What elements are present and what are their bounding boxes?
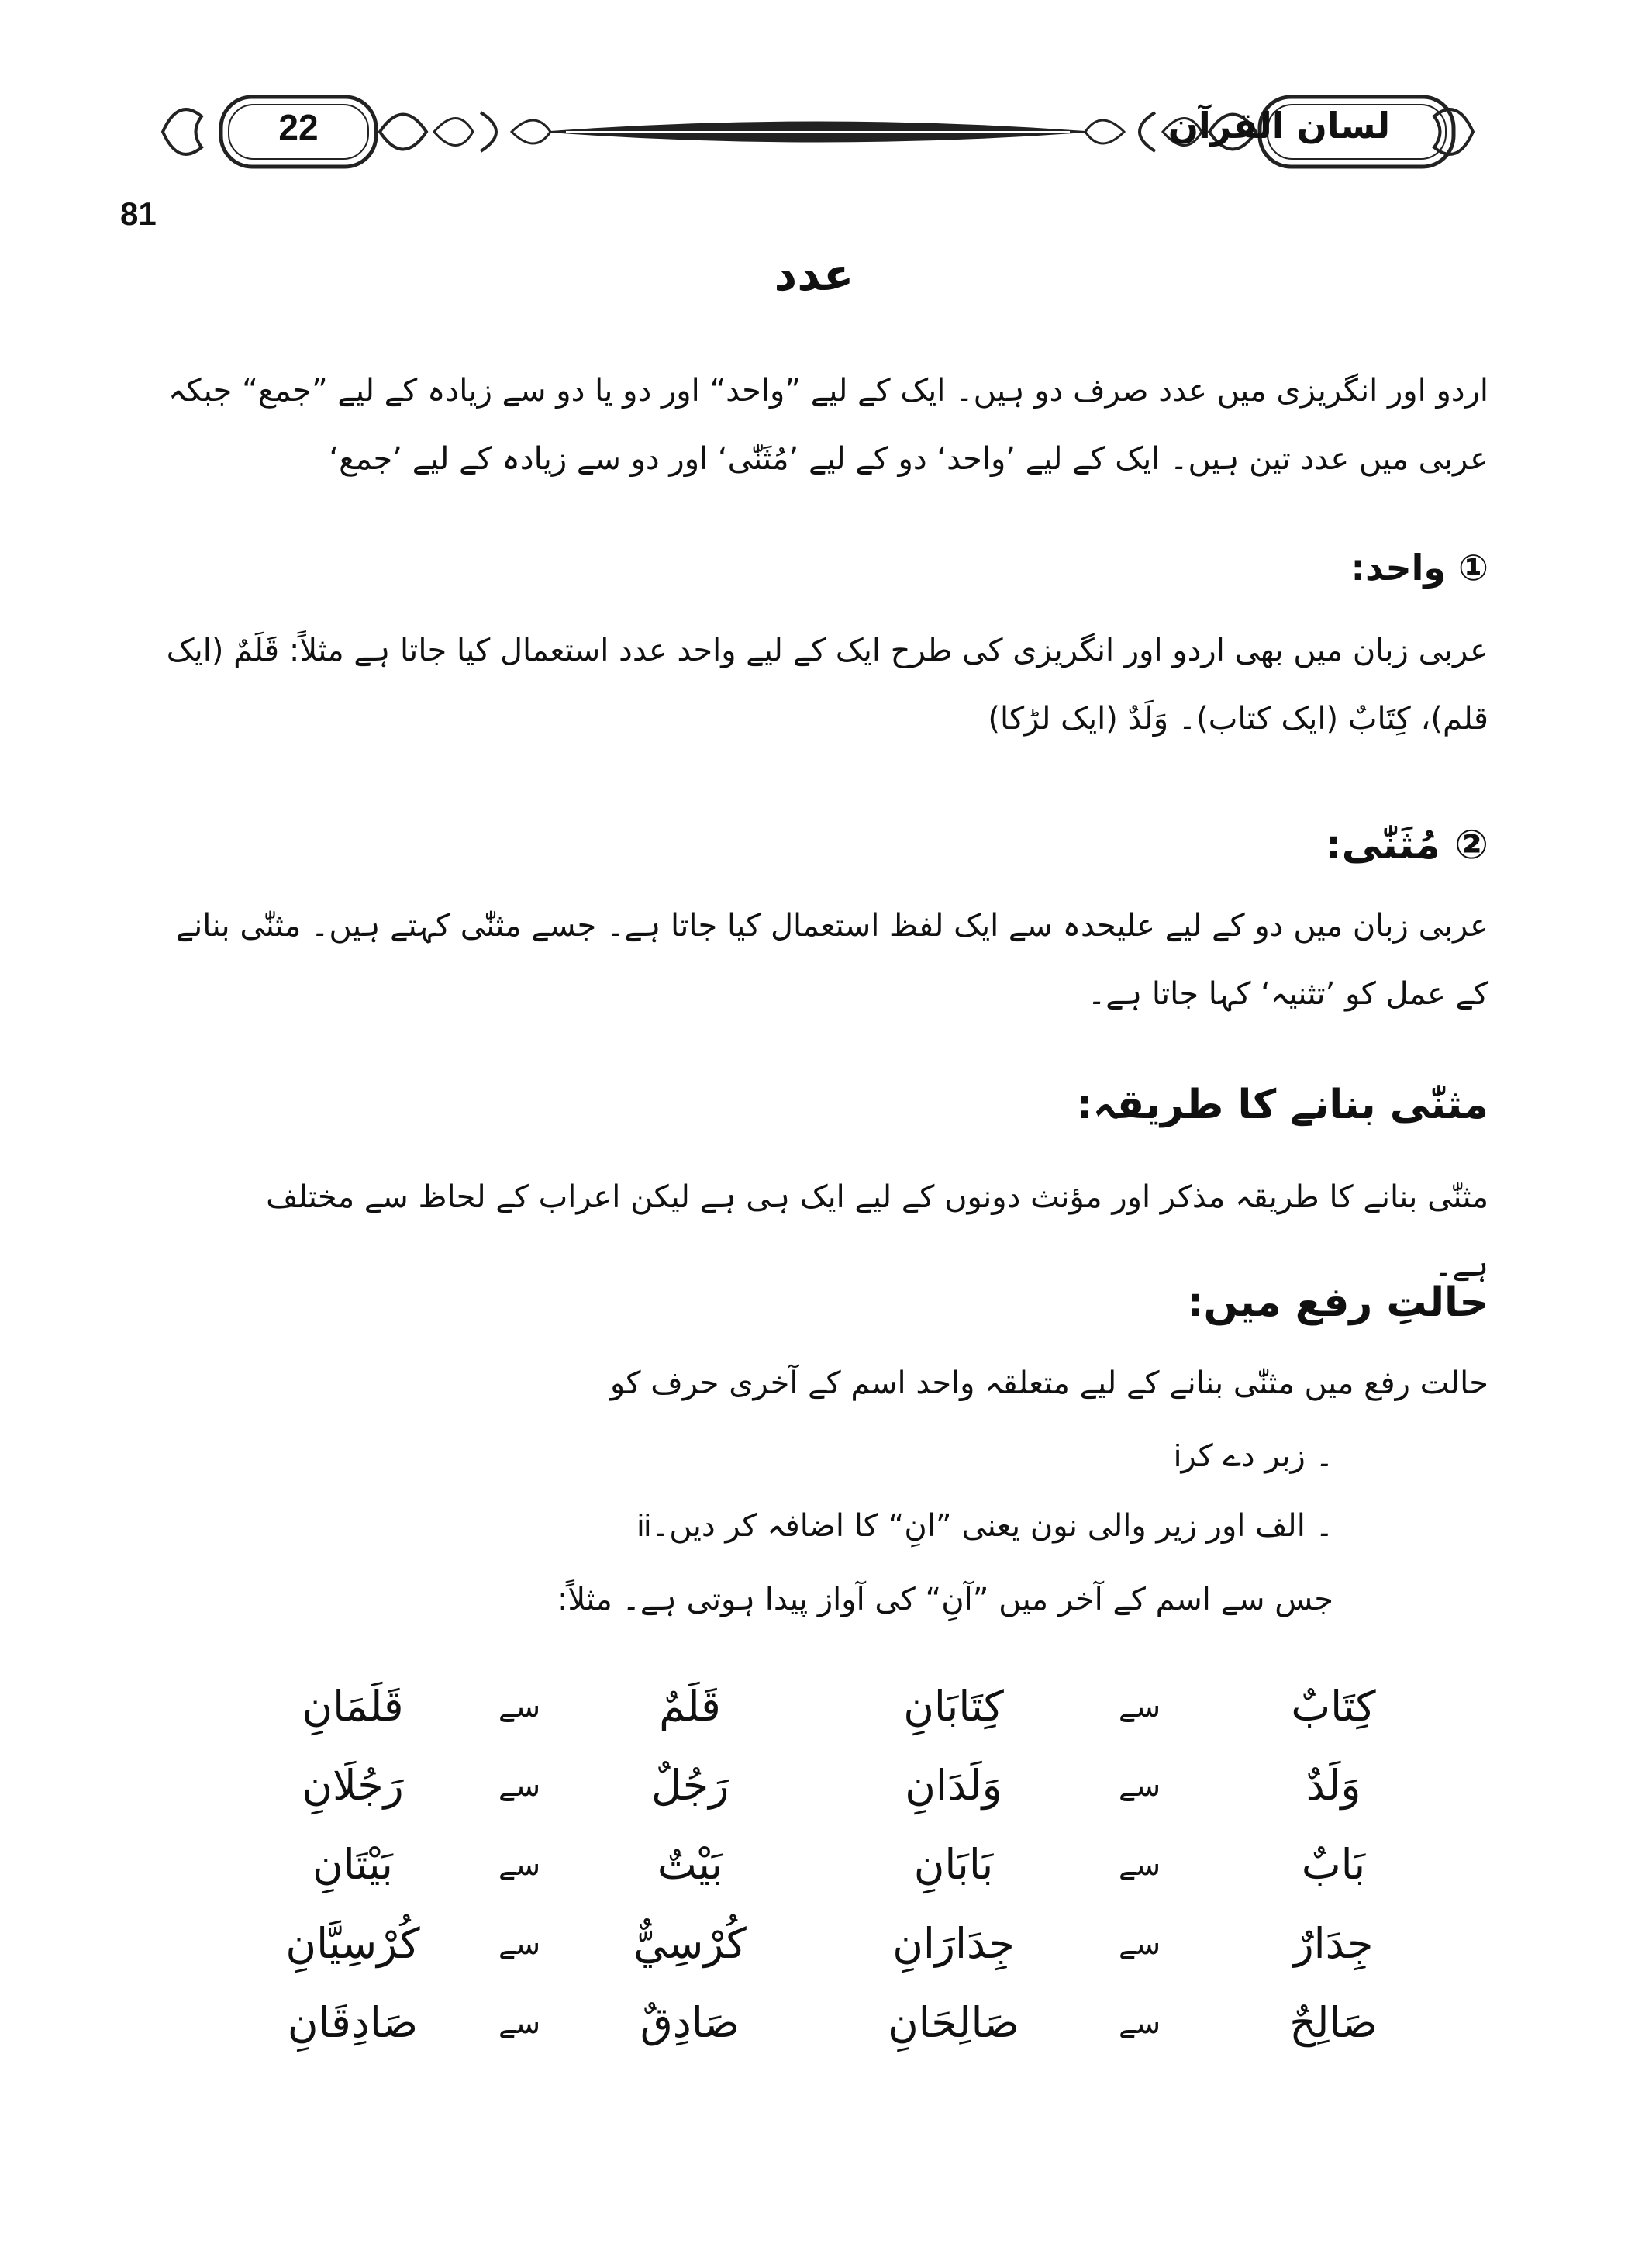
section-title: مُثَنّٰی: xyxy=(1325,822,1440,868)
page-number: 22 xyxy=(278,107,319,147)
separator: سے xyxy=(498,2006,541,2040)
singular-word: كُرْسِيٌّ xyxy=(633,1919,747,1968)
table-row xyxy=(256,1983,1419,2063)
separator: سے xyxy=(1118,1927,1161,1961)
separator: سے xyxy=(1118,1690,1161,1724)
section-heading-method: مثنّٰی بنانے کا طریقہ: xyxy=(1076,1082,1488,1128)
dual-word: رَجُلَانِ xyxy=(302,1761,404,1810)
raf-paragraph: حالت رفع میں مثنّٰی بنانے کے لیے متعلقہ واحد اسم کے آخری حرف کو xyxy=(609,1365,1488,1401)
method-paragraph: مثنّٰی بنانے کا طریقہ مذکر اور مؤنث دونوں کے لیے ایک ہی ہے لیکن اعراب کے لحاظ سے مختلف ہے۔ xyxy=(266,1179,1488,1283)
dual-word: كُرْسِيَّانِ xyxy=(285,1919,420,1968)
singular-word: قَلَمٌ xyxy=(659,1682,721,1731)
step-number: i۔ xyxy=(1174,1439,1333,1473)
dual-word: صَادِقَانِ xyxy=(287,1998,419,2047)
singular-word: صَادِقٌ xyxy=(640,1998,740,2047)
step-item xyxy=(698,1438,1333,1474)
section-heading-raf: حالتِ رفع میں: xyxy=(1187,1279,1488,1326)
dual-word: جِدَارَانِ xyxy=(892,1919,1015,1968)
sheet-number: 81 xyxy=(120,195,157,232)
wahid-paragraph: عربی زبان میں بھی اردو اور انگریزی کی طرح ایک کے لیے واحد عدد استعمال کیا جاتا ہے مثلاً: قَلَمٌ (ایک قلم)، کِتَابٌ (ایک کتاب)۔ وَلَدٌ (ایک لڑکا) xyxy=(166,633,1488,737)
section-title: واحد: xyxy=(1350,547,1447,589)
step-item xyxy=(543,1508,1333,1544)
singular-word: وَلَدٌ xyxy=(1306,1761,1361,1810)
dual-word: بَيْتَانِ xyxy=(312,1840,393,1889)
separator: سے xyxy=(1118,1848,1161,1882)
table-row xyxy=(256,1904,1419,1983)
book-title: لسان القرآن xyxy=(1168,105,1391,147)
section-number: ① xyxy=(1458,547,1488,589)
section-heading-muthanna xyxy=(1008,822,1488,868)
example-intro: جس سے اسم کے آخر میں ”آنِ“ کی آواز پیدا ہوتی ہے۔ مثلاً: xyxy=(557,1582,1333,1617)
table-row xyxy=(256,1746,1419,1825)
dual-word: وَلَدَانِ xyxy=(905,1761,1002,1810)
dual-word: صَالِحَانِ xyxy=(888,1998,1019,2047)
step-text: الف اور زیر والی نون یعنی ”انِ“ کا اضافہ کر دیں۔ xyxy=(650,1508,1306,1544)
muthanna-paragraph: عربی زبان میں دو کے لیے علیحدہ سے ایک لفظ استعمال کیا جاتا ہے۔ جسے مثنّٰی کہتے ہیں۔ مثنّٰی بنانے کے عمل کو ’تثنیہ‘ کہا جاتا ہے۔ xyxy=(175,908,1488,1012)
dual-word: کِتَابَانِ xyxy=(903,1682,1004,1731)
separator: سے xyxy=(498,1769,541,1803)
step-number: ii۔ xyxy=(637,1509,1333,1543)
examples-table xyxy=(256,1667,1419,2063)
singular-word: کِتَابٌ xyxy=(1291,1682,1376,1731)
page-header xyxy=(147,74,1488,190)
dual-word: قَلَمَانِ xyxy=(302,1682,404,1731)
table-row xyxy=(256,1667,1419,1746)
separator: سے xyxy=(1118,2006,1161,2040)
separator: سے xyxy=(498,1690,541,1724)
intro-paragraph: اردو اور انگریزی میں عدد صرف دو ہیں۔ ایک کے لیے ”واحد“ اور دو یا دو سے زیادہ کے لیے ”جمع“ جبکہ عربی میں عدد تین ہیں۔ ایک کے لیے ’واحد‘ دو کے لیے ’مُثَنّٰی‘ اور دو سے زیادہ کے لیے ’جمع‘ xyxy=(168,373,1488,477)
singular-word: بَابٌ xyxy=(1301,1840,1366,1889)
step-text: زبر دے کر xyxy=(1181,1438,1306,1474)
section-number: ② xyxy=(1454,822,1488,868)
separator: سے xyxy=(1118,1769,1161,1803)
singular-word: رَجُلٌ xyxy=(650,1761,729,1810)
dual-word: بَابَانِ xyxy=(913,1840,994,1889)
table-row xyxy=(256,1825,1419,1904)
page-title: عدد xyxy=(774,248,854,301)
singular-word: جِدَارٌ xyxy=(1293,1919,1374,1968)
section-heading-wahid xyxy=(930,547,1488,589)
singular-word: بَيْتٌ xyxy=(657,1840,723,1889)
separator: سے xyxy=(498,1848,541,1882)
separator: سے xyxy=(498,1927,541,1961)
singular-word: صَالِحٌ xyxy=(1289,1998,1378,2047)
